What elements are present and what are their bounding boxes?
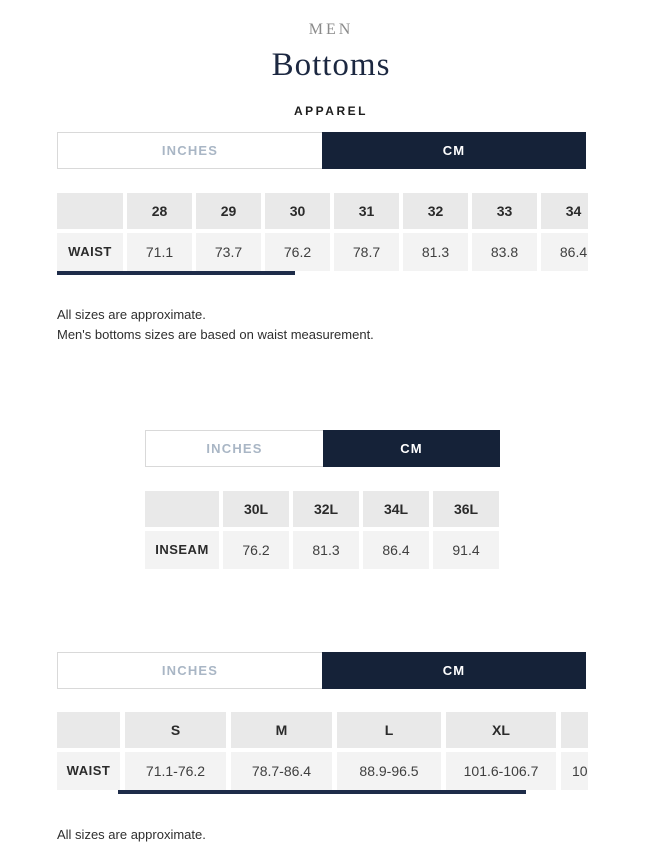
note-text: All sizes are approximate. xyxy=(57,307,206,322)
inseam-by-length-table xyxy=(145,491,500,569)
cm-toggle-button-1[interactable]: CM xyxy=(322,132,586,169)
column-header-cell: 32 xyxy=(403,193,468,229)
column-header-cell xyxy=(561,712,588,748)
value-cell: 10 xyxy=(561,752,588,790)
value-cell: 76.2 xyxy=(223,531,289,569)
cm-toggle-button-2[interactable]: CM xyxy=(323,430,500,467)
column-header-cell: 34L xyxy=(363,491,429,527)
inches-toggle-button-3[interactable]: INCHES xyxy=(58,653,322,688)
column-header-cell: 31 xyxy=(334,193,399,229)
value-cell: 101.6-106.7 xyxy=(446,752,556,790)
cm-toggle-button-3[interactable]: CM xyxy=(322,652,586,689)
table-data-row xyxy=(57,752,588,790)
column-header-cell: 34 xyxy=(541,193,588,229)
corner-spacer-cell xyxy=(57,193,123,229)
column-header-cell: 30L xyxy=(223,491,289,527)
row-label-cell: WAIST xyxy=(57,233,123,271)
note-text: All sizes are approximate. xyxy=(57,827,206,842)
value-cell: 78.7-86.4 xyxy=(231,752,332,790)
value-cell: 81.3 xyxy=(293,531,359,569)
waist-by-letter-size-table xyxy=(57,712,588,790)
column-header-cell: 28 xyxy=(127,193,192,229)
row-label-cell: INSEAM xyxy=(145,531,219,569)
corner-spacer-cell xyxy=(145,491,219,527)
value-cell: 71.1 xyxy=(127,233,192,271)
category-label: MEN xyxy=(308,21,354,38)
inches-toggle-button-1[interactable]: INCHES xyxy=(58,133,322,168)
value-cell: 76.2 xyxy=(265,233,330,271)
column-header-cell: 33 xyxy=(472,193,537,229)
note-text: Men's bottoms sizes are based on waist measurement. xyxy=(57,327,374,342)
column-header-cell: S xyxy=(125,712,226,748)
value-cell: 71.1-76.2 xyxy=(125,752,226,790)
value-cell: 83.8 xyxy=(472,233,537,271)
horizontal-scrollbar-thumb[interactable] xyxy=(118,790,526,794)
row-label-cell: WAIST xyxy=(57,752,120,790)
value-cell: 86.4 xyxy=(541,233,588,271)
table-data-row xyxy=(145,531,499,569)
section-label: APPAREL xyxy=(294,104,368,118)
inches-toggle-button-2[interactable]: INCHES xyxy=(146,431,323,466)
unit-toggle-3 xyxy=(57,652,586,689)
value-cell: 88.9-96.5 xyxy=(337,752,441,790)
column-header-cell: 36L xyxy=(433,491,499,527)
column-header-cell: M xyxy=(231,712,332,748)
table-header-row xyxy=(145,491,499,527)
column-header-cell: 29 xyxy=(196,193,261,229)
corner-spacer-cell xyxy=(57,712,120,748)
value-cell: 78.7 xyxy=(334,233,399,271)
value-cell: 73.7 xyxy=(196,233,261,271)
unit-toggle-1 xyxy=(57,132,586,169)
table-data-row xyxy=(57,233,588,271)
table-header-row xyxy=(57,193,588,229)
value-cell: 91.4 xyxy=(433,531,499,569)
value-cell: 81.3 xyxy=(403,233,468,271)
column-header-cell: 30 xyxy=(265,193,330,229)
column-header-cell: 32L xyxy=(293,491,359,527)
waist-by-size-number-table xyxy=(57,193,588,271)
table-header-row xyxy=(57,712,588,748)
horizontal-scrollbar-thumb[interactable] xyxy=(57,271,295,275)
unit-toggle-2 xyxy=(145,430,500,467)
value-cell: 86.4 xyxy=(363,531,429,569)
page-title: Bottoms xyxy=(271,47,391,83)
column-header-cell: L xyxy=(337,712,441,748)
column-header-cell: XL xyxy=(446,712,556,748)
